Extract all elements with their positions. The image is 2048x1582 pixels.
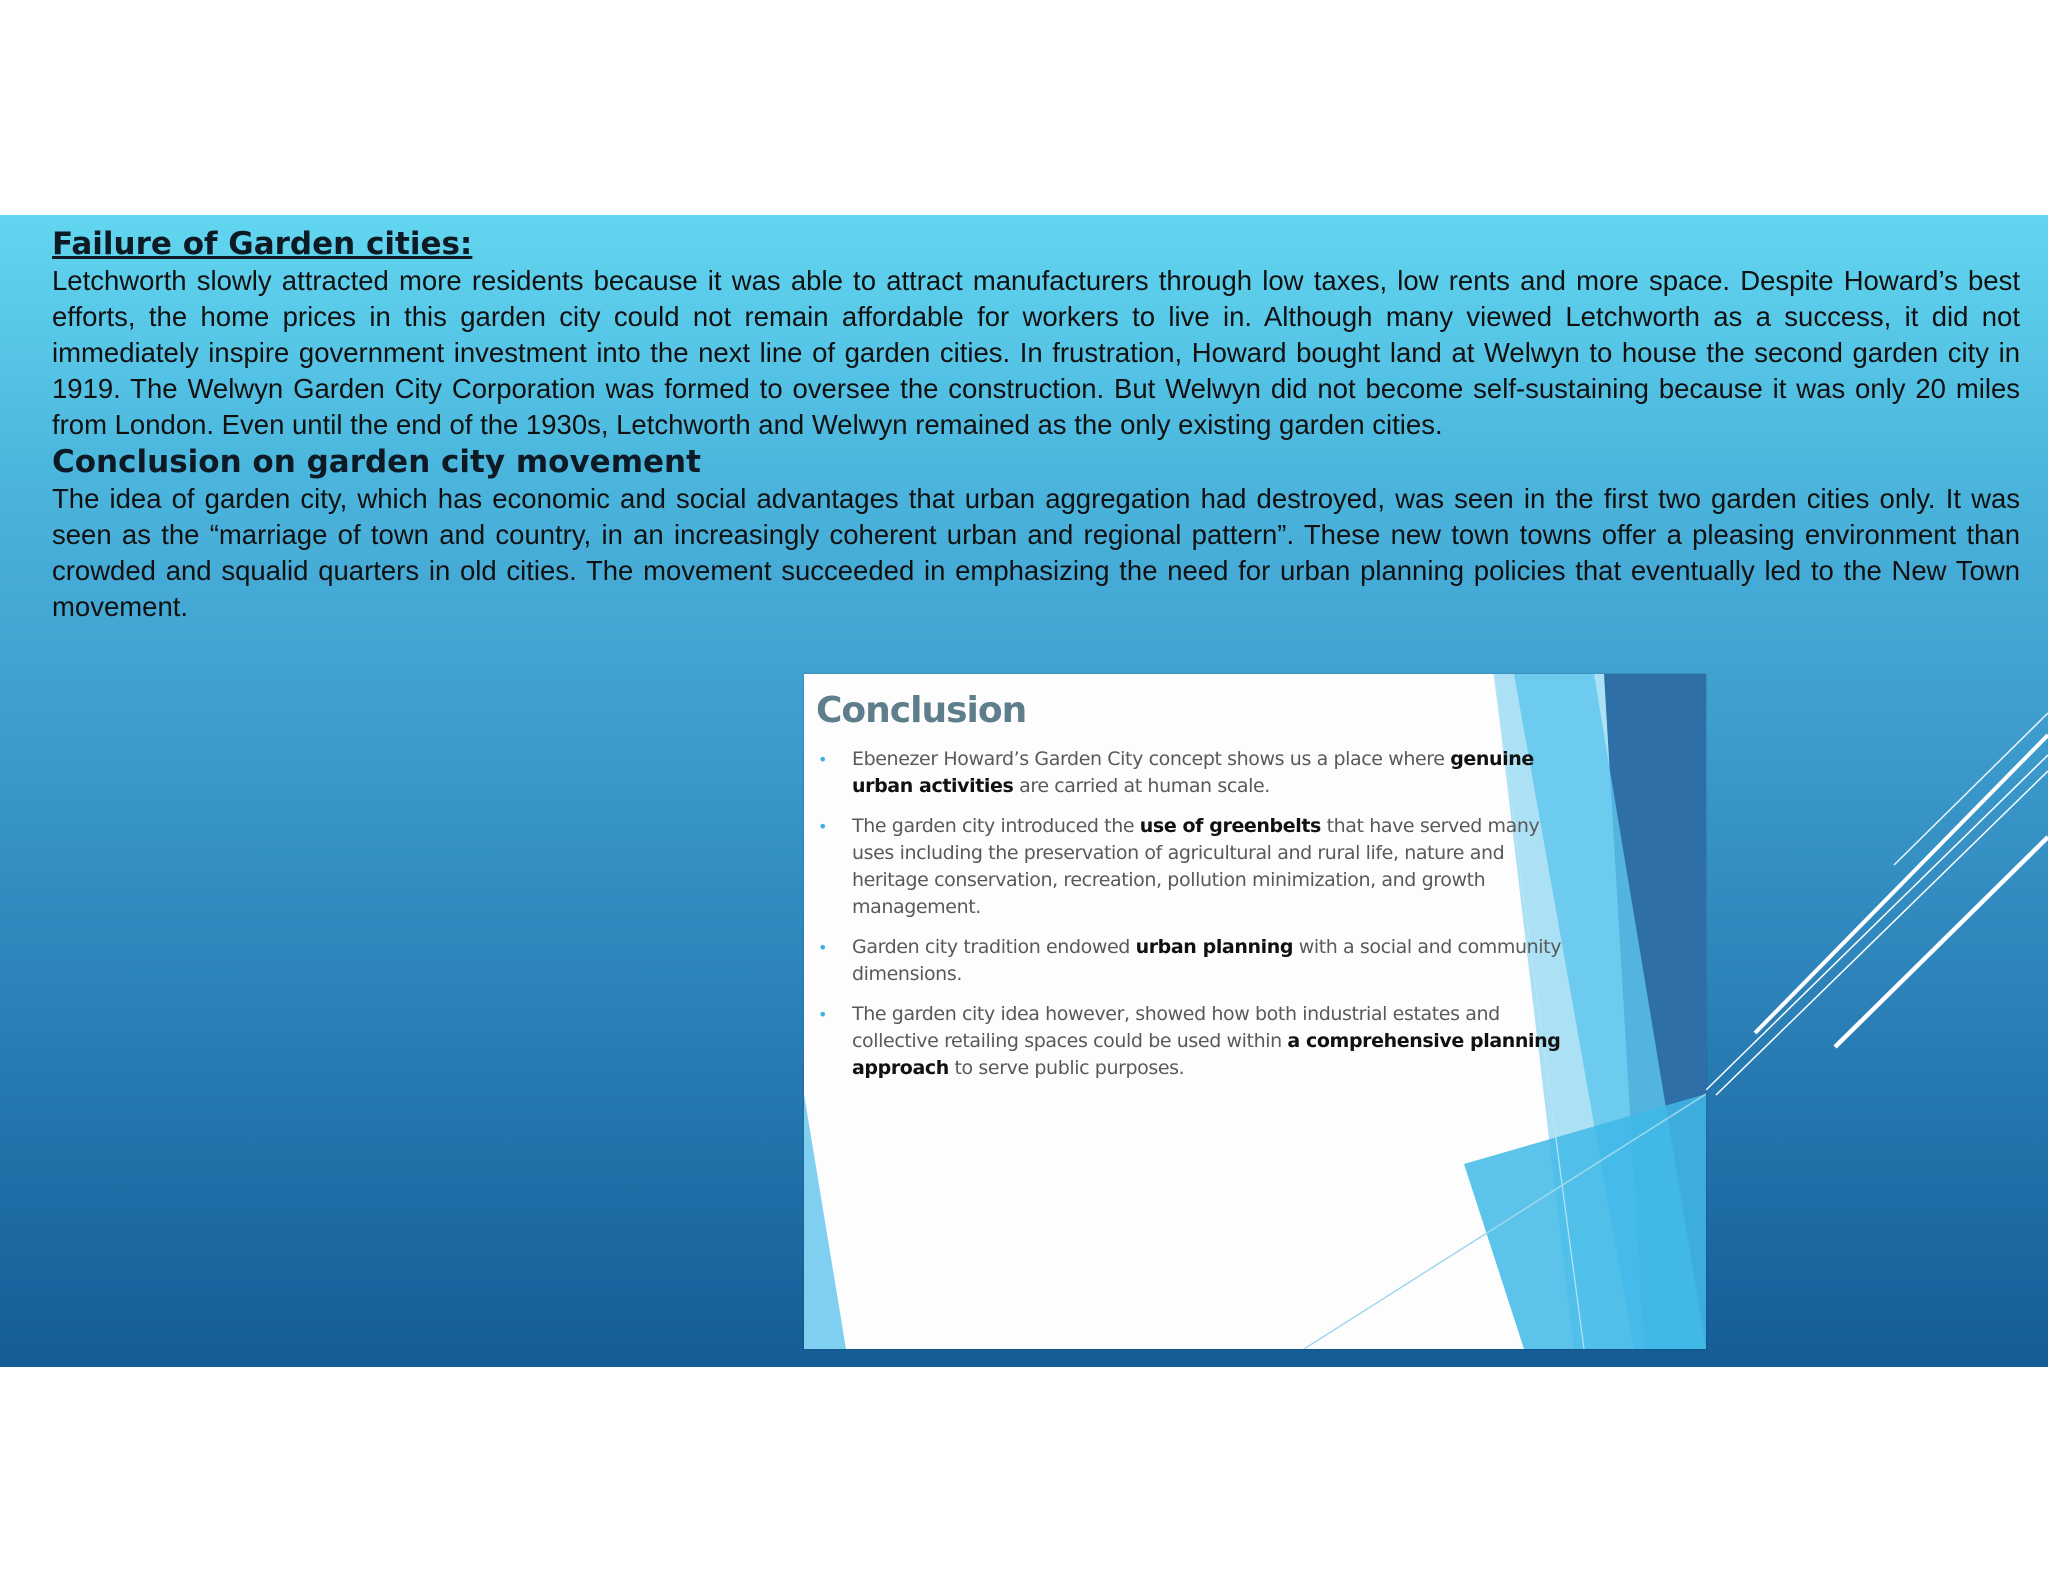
- bullet-icon: •: [818, 1005, 828, 1024]
- inset-list-item: • The garden city idea however, showed how both industrial estates and collective retailing spaces could be used within a comprehensive planning approach to serve public purposes.: [818, 1003, 1561, 1079]
- failure-heading: Failure of Garden cities:: [52, 226, 473, 262]
- failure-paragraph: Letchworth slowly attracted more residents because it was able to attract manufacturers through low taxes, low rents and more space. Despite Howard’s best efforts, the home prices in this garden city could not remain affordable for workers to live in. Although many viewed Letchworth as a success, it did not immediately inspire government investment into the next line of garden cities. In frustration, Howard bought land at Welwyn to house the second garden city in 1919. The Welwyn Garden City Corporation was formed to oversee the construction. But Welwyn did not become self-sustaining because it was only 20 miles from London. Even until the end of the 1930s, Letchworth and Welwyn remained as the only existing garden cities.: [52, 265, 2020, 440]
- conclusion-heading: Conclusion on garden city movement: [52, 444, 701, 480]
- bullet-icon: •: [818, 750, 828, 769]
- main-text: [52, 225, 2020, 625]
- inset-bullet-list: [816, 746, 1576, 1095]
- bullet-icon: •: [818, 817, 828, 836]
- inset-list-item: • Ebenezer Howard’s Garden City concept shows us a place where genuine urban activities are carried at human scale.: [818, 748, 1534, 797]
- conclusion-slide-image: [804, 674, 1706, 1349]
- inset-title: Conclusion: [816, 690, 1027, 731]
- bullet-icon: •: [818, 938, 828, 957]
- inset-list-item: • Garden city tradition endowed urban planning with a social and community dimensions.: [818, 936, 1562, 985]
- inset-list-item: • The garden city introduced the use of greenbelts that have served many uses including the preservation of agricultural and rural life, nature and heritage conservation, recreation, pollution minimization, and growth management.: [818, 815, 1540, 918]
- slide: [0, 215, 2048, 1367]
- conclusion-paragraph: The idea of garden city, which has economic and social advantages that urban aggregation had destroyed, was seen in the first two garden cities only. It was seen as the “marriage of town and country, in an increasingly coherent urban and regional pattern”. These new town towns offer a pleasing environment than crowded and squalid quarters in old cities. The movement succeeded in emphasizing the need for urban planning policies that eventually led to the New Town movement.: [52, 483, 2020, 622]
